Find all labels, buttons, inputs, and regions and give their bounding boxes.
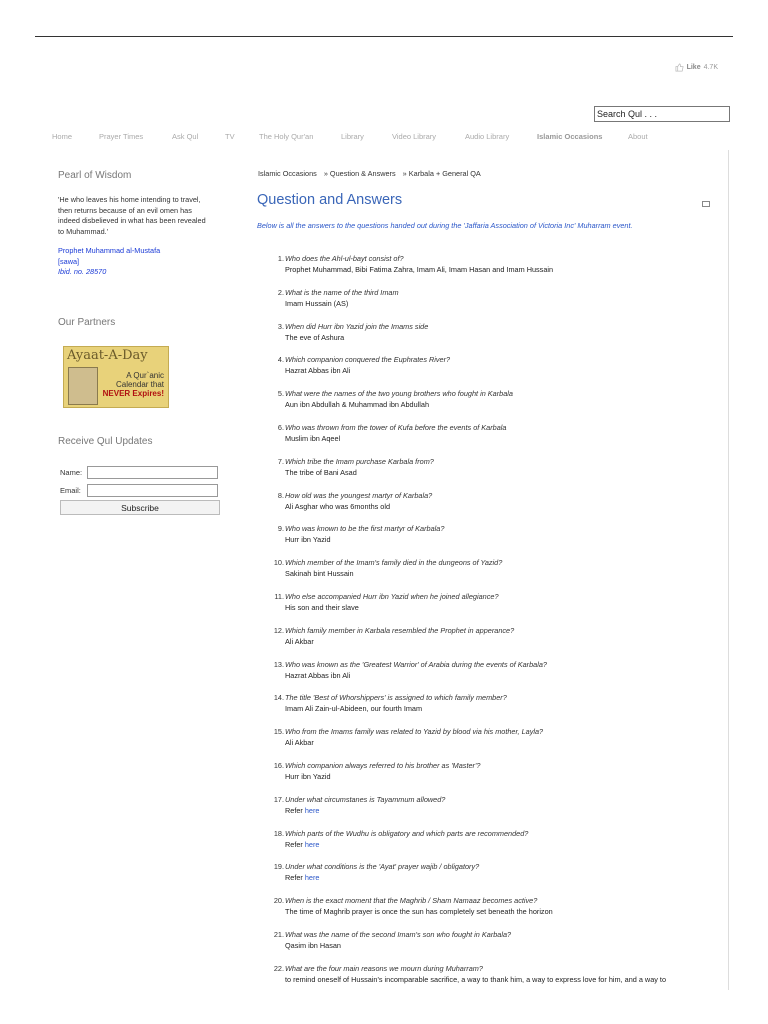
qa-question: Which family member in Karbala resembled the Prophet in apperance? [285, 625, 515, 635]
qa-answer-link[interactable]: here [304, 805, 320, 815]
qa-item [264, 760, 724, 794]
quote-reference: Ibid. no. 28570 [58, 267, 107, 276]
email-page-icon[interactable] [702, 201, 710, 207]
nav-video-library[interactable]: Video Library [392, 132, 437, 141]
qa-number: 17. [273, 794, 284, 804]
qa-body [285, 828, 528, 862]
qa-answer [285, 534, 444, 545]
qa-answer-text: Ali Akbar [285, 738, 314, 748]
qa-answer [285, 872, 479, 883]
qa-number: 16. [273, 760, 284, 770]
qa-number: 6. [277, 422, 284, 432]
qa-question: What was the name of the second Imam's son who fought in Karbala? [285, 929, 512, 939]
qa-item [264, 895, 724, 929]
qa-body [285, 490, 432, 524]
breadcrumb-karbala-general[interactable]: Karbala + General QA [408, 169, 481, 178]
qa-list [264, 253, 724, 997]
qa-answer-text: Refer [285, 873, 303, 883]
qa-answer-text: Ali Akbar [285, 636, 314, 646]
qa-item [264, 354, 724, 388]
qa-item [264, 963, 724, 997]
qa-question: Which companion conquered the Euphrates River? [285, 355, 451, 365]
qa-answer [285, 670, 547, 681]
qa-item [264, 659, 724, 693]
qa-body [285, 895, 553, 929]
qa-number: 21. [273, 929, 284, 939]
qa-answer-text: Refer [285, 839, 303, 849]
qa-item [264, 253, 724, 287]
nav-prayer-times[interactable]: Prayer Times [99, 132, 144, 141]
qa-answer-text: Refer [285, 805, 303, 815]
qa-answer-text: The tribe of Bani Asad [285, 467, 357, 477]
qa-number: 5. [277, 389, 284, 399]
qa-answer [285, 298, 399, 309]
email-row [60, 484, 218, 497]
qa-answer [285, 940, 511, 951]
qa-body [285, 692, 507, 726]
quote-author-honorific[interactable]: [sawa] [58, 256, 80, 266]
qa-answer-text: His son and their slave [285, 602, 359, 612]
qa-body [285, 659, 547, 693]
qa-answer [285, 467, 434, 478]
intro-text: Below is all the answers to the questions handed out during the 'Jaffaria Association of Victoria Inc' Muharram event. [257, 221, 633, 230]
main-nav [52, 132, 658, 141]
qa-question: Who was known to be the first martyr of Karbala? [285, 524, 445, 534]
qa-number: 22. [273, 963, 284, 973]
qa-question: Under what conditions is the 'Ayat' prayer wajib / obligatory? [285, 862, 480, 872]
qa-answer [285, 433, 506, 444]
qa-item [264, 861, 724, 895]
qa-answer-text: Muslim ibn Aqeel [285, 433, 341, 443]
qa-question: Which member of the Imam's family died in the dungeons of Yazid? [285, 558, 503, 568]
content-border [728, 150, 729, 990]
qa-item [264, 692, 724, 726]
qa-body [285, 388, 513, 422]
qa-answer [285, 636, 514, 647]
qa-body [285, 726, 543, 760]
qa-number: 18. [273, 828, 284, 838]
email-label: Email: [60, 486, 81, 495]
qa-answer [285, 365, 450, 376]
qa-item [264, 456, 724, 490]
qa-body [285, 354, 450, 388]
qa-item [264, 828, 724, 862]
qa-question: What were the names of the two young brothers who fought in Karbala [285, 389, 513, 399]
qa-answer [285, 805, 445, 816]
qa-answer [285, 332, 428, 343]
sidebar [58, 170, 228, 278]
our-partners-title: Our Partners [58, 317, 116, 328]
qa-answer [285, 771, 480, 782]
qa-number: 1. [277, 254, 284, 263]
qa-number: 10. [273, 558, 284, 568]
nav-tv[interactable]: TV [225, 132, 235, 141]
breadcrumb [258, 169, 481, 178]
qa-answer [285, 839, 528, 850]
qa-question: Which parts of the Wudhu is obligatory and which parts are recommended? [285, 828, 529, 838]
nav-islamic-occasions[interactable]: Islamic Occasions [537, 132, 603, 141]
qa-question: Which tribe the Imam purchase Karbala from? [285, 456, 434, 466]
qa-question: Who else accompanied Hurr ibn Yazid when he joined allegiance? [285, 591, 499, 601]
receive-updates-title: Receive Qul Updates [58, 436, 153, 447]
qa-answer [285, 906, 553, 917]
qa-number: 4. [277, 355, 284, 365]
qa-number: 9. [277, 524, 284, 534]
qa-number: 13. [273, 659, 284, 669]
qa-body [285, 760, 480, 794]
qa-body [285, 321, 428, 355]
qa-answer [285, 568, 502, 579]
qa-answer-text: Ali Asghar who was 6months old [285, 501, 391, 511]
qa-item [264, 287, 724, 321]
ayaat-title: Ayaat-A-Day [67, 348, 148, 363]
nav-audio-library[interactable]: Audio Library [465, 132, 510, 141]
name-row [60, 466, 218, 479]
qa-answer-text: Hurr ibn Yazid [285, 771, 331, 781]
nav-home[interactable]: Home [52, 132, 73, 141]
qa-number: 20. [273, 896, 284, 906]
qa-body [285, 422, 506, 456]
qa-answer-text: Hazrat Abbas ibn Ali [285, 366, 351, 376]
qa-answer-text: Sakinah bint Hussain [285, 569, 354, 579]
qa-answer-text: to remind oneself of Hussain's incomparable sacrifice, a way to thank him, a way to express love for him, and a way to [285, 974, 667, 984]
qa-question: Under what circumstanes is Tayammum allowed? [285, 794, 446, 804]
qa-question: Who from the Imams family was related to Yazid by blood via his mother, Layla? [285, 727, 544, 737]
breadcrumb-separator: » [402, 169, 407, 178]
qa-body [285, 557, 502, 591]
qa-answer-link[interactable]: here [304, 873, 320, 883]
search-input[interactable]: Search Qul . . . [594, 106, 730, 122]
qa-answer [285, 501, 432, 512]
qa-answer-text: The eve of Ashura [285, 332, 345, 342]
like-count: 4.7K [703, 64, 718, 71]
qa-question: Who does the Ahl-ul-bayt consist of? [285, 254, 404, 263]
qa-item [264, 591, 724, 625]
qa-item [264, 726, 724, 760]
qa-number: 15. [273, 727, 284, 737]
breadcrumb-islamic-occasions[interactable]: Islamic Occasions [258, 169, 317, 178]
qa-number: 8. [277, 490, 284, 500]
breadcrumb-question-answers[interactable]: Question & Answers [329, 169, 396, 178]
qa-item [264, 794, 724, 828]
qa-answer-text: Hurr ibn Yazid [285, 535, 331, 545]
thumbs-up-icon [675, 63, 684, 72]
qa-question: When is the exact moment that the Maghrib / Sham Namaaz becomes active? [285, 896, 538, 906]
quote-author-name[interactable]: Prophet Muhammad al-Mustafa [58, 246, 161, 255]
qa-answer-text: Aun ibn Abdullah & Muhammad ibn Abdullah [285, 400, 430, 410]
qa-item [264, 557, 724, 591]
qa-number: 12. [273, 625, 284, 635]
breadcrumb-separator: » [323, 169, 328, 178]
qa-answer-text: Hazrat Abbas ibn Ali [285, 670, 351, 680]
qa-item [264, 929, 724, 963]
qa-question: How old was the youngest martyr of Karbala? [285, 490, 433, 500]
page-title: Question and Answers [257, 192, 403, 208]
subscribe-button[interactable]: Subscribe [60, 500, 220, 515]
facebook-like-button[interactable] [675, 63, 718, 72]
nav-ask-qul[interactable]: Ask Qul [172, 132, 199, 141]
qa-answer [285, 399, 513, 410]
qa-number: 7. [277, 456, 284, 466]
qa-number: 19. [273, 862, 284, 872]
qa-body [285, 456, 434, 490]
qa-body [285, 287, 399, 321]
quote-author[interactable] [58, 246, 228, 267]
qa-answer [285, 264, 553, 275]
qa-question: The title 'Best of Whorshippers' is assigned to which family member? [285, 693, 507, 703]
qa-question: Which companion always referred to his brother as 'Master'? [285, 760, 481, 770]
qa-item [264, 625, 724, 659]
qa-answer-text: The time of Maghrib prayer is once the sun has completely set beneath the horizon [285, 907, 553, 917]
qa-answer-text: Prophet Muhammad, Bibi Fatima Zahra, Imam Ali, Imam Hasan and Imam Hussain [285, 265, 554, 274]
nav-holy-quran[interactable]: The Holy Qur'an [259, 132, 314, 141]
qa-answer [285, 602, 499, 613]
email-field[interactable] [87, 484, 218, 497]
qa-body [285, 861, 479, 895]
qa-question: Who was thrown from the tower of Kufa before the events of Karbala [285, 422, 507, 432]
nav-about[interactable]: About [628, 132, 648, 141]
nav-library[interactable]: Library [341, 132, 364, 141]
qa-answer-text: Qasim ibn Hasan [285, 940, 341, 950]
wisdom-quote: 'He who leaves his home intending to travel, then returns because of an evil omen has indeed disbelieved in what has been revealed to Muhammad.' [58, 195, 206, 236]
qa-number: 11. [274, 591, 284, 601]
qa-item [264, 523, 724, 557]
qa-question: Who was known as the 'Greatest Warrior' of Arabia during the events of Karbala? [285, 659, 547, 669]
ayaat-a-day-banner[interactable] [63, 346, 169, 408]
name-field[interactable] [87, 466, 218, 479]
qa-body [285, 591, 499, 625]
qa-body [285, 963, 666, 997]
qa-body [285, 523, 444, 557]
name-label: Name: [60, 468, 83, 477]
qa-item [264, 422, 724, 456]
qa-number: 3. [277, 321, 284, 331]
qa-answer-link[interactable]: here [304, 839, 320, 849]
qa-question: When did Hurr ibn Yazid join the Imams side [285, 321, 429, 331]
qa-answer-text: Imam Hussain (AS) [285, 298, 349, 308]
qa-body [285, 929, 511, 963]
qa-question: What are the four main reasons we mourn during Muharram? [285, 963, 483, 973]
qa-body [285, 625, 514, 659]
ayaat-line-3: NEVER Expires! [102, 389, 164, 398]
top-divider [35, 36, 733, 37]
like-label: Like [686, 64, 701, 71]
qa-answer [285, 974, 666, 985]
qa-number: 2. [277, 287, 284, 297]
qa-answer [285, 737, 543, 748]
qa-answer-text: Imam Ali Zain-ul-Abideen, our fourth Imam [285, 704, 423, 714]
qa-item [264, 490, 724, 524]
qa-answer [285, 703, 507, 714]
qa-body [285, 253, 553, 287]
ayaat-line-1: A Qur`anic [126, 371, 164, 380]
qa-item [264, 321, 724, 355]
qa-question: What is the name of the third Imam [285, 287, 399, 297]
calendar-book-icon [68, 367, 98, 405]
ayaat-line-2: Calendar that [115, 380, 164, 389]
qa-body [285, 794, 445, 828]
qa-number: 14. [273, 693, 284, 703]
qa-item [264, 388, 724, 422]
pearl-of-wisdom-title: Pearl of Wisdom [58, 170, 132, 181]
